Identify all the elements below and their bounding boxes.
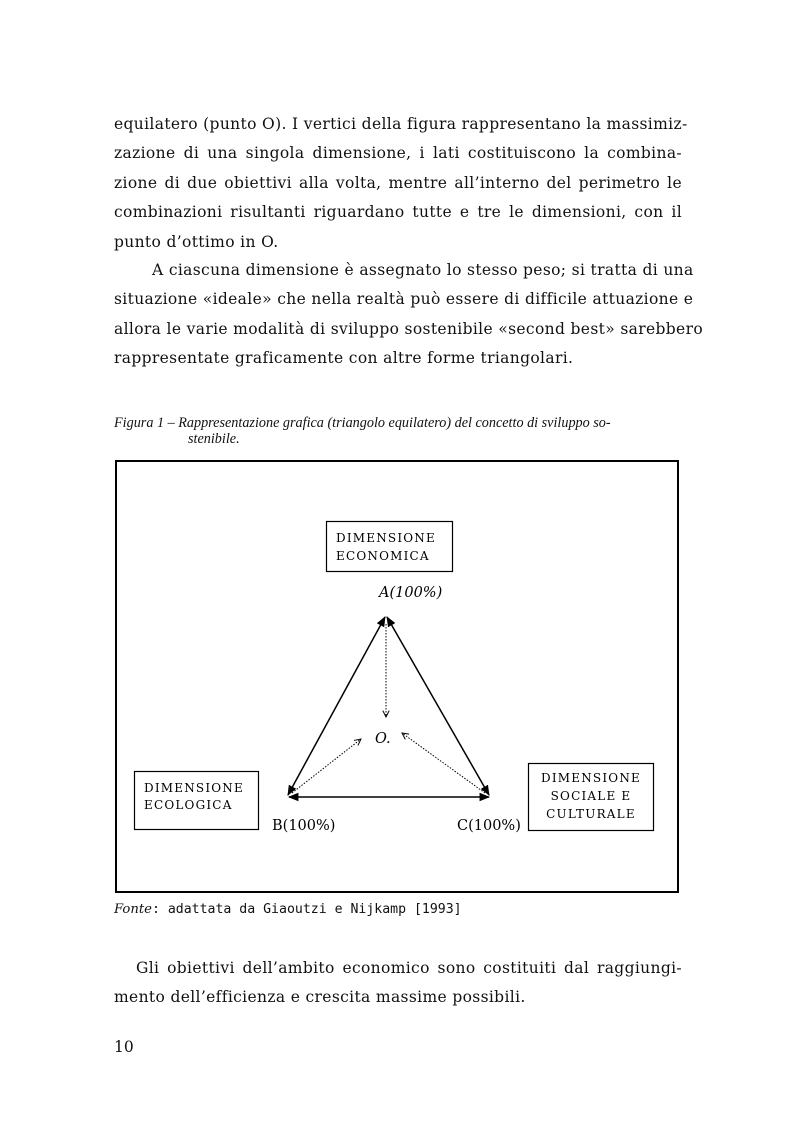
intro-line-4: combinazioni risultanti riguardano tutte e tre le dimensioni, con il xyxy=(114,203,682,222)
intro-line-1: equilatero (punto O). I vertici della figura rappresentano la massimiz- xyxy=(114,115,688,133)
figure-source xyxy=(114,902,462,917)
page-number: 10 xyxy=(114,1038,134,1056)
source-label: Fonte xyxy=(114,902,152,917)
dotted-arrow-b-to-o xyxy=(292,739,361,793)
second-line-2: situazione «ideale» che nella realtà può essere di difficile attuazione e xyxy=(114,290,694,309)
second-line-1: A ciascuna dimensione è assegnato lo stesso peso; si tratta di una xyxy=(152,261,694,279)
box-ecologica-line-1: DIMENSIONE xyxy=(144,781,244,795)
second-paragraph xyxy=(114,256,704,374)
side-ac-arrow xyxy=(387,617,489,795)
triangle-diagram xyxy=(117,462,677,891)
caption-line-1: Figura 1 – Rappresentazione grafica (triangolo equilatero) del concetto di sviluppo so- xyxy=(114,415,611,431)
source-text: : adattata da Giaoutzi e Nijkamp [1993] xyxy=(151,902,462,917)
side-ab-arrow xyxy=(288,617,385,795)
figure-caption xyxy=(114,415,682,447)
box-ecologica-line-2: ECOLOGICA xyxy=(144,798,233,812)
box-dimensione-economica xyxy=(327,522,453,572)
intro-line-3: zione di due obiettivi alla volta, mentre all’interno del perimetro le xyxy=(114,173,682,192)
box-sociale-line-2: SOCIALE E xyxy=(550,789,632,803)
box-economica-line-2: ECONOMICA xyxy=(336,549,430,563)
closing-line-1: Gli obiettivi dell’ambito economico sono costituiti dal raggiungi- xyxy=(136,959,682,977)
intro-paragraph xyxy=(114,110,688,257)
caption-line-2: stenibile. xyxy=(188,431,240,447)
figure-frame xyxy=(115,460,679,893)
second-line-3: allora le varie modalità di sviluppo sostenibile «second best» sarebbero xyxy=(114,319,704,338)
vertex-label-b: B(100%) xyxy=(272,818,336,834)
closing-line-2: mento dell’efficienza e crescita massime possibili. xyxy=(114,988,526,1007)
box-economica-line-1: DIMENSIONE xyxy=(336,531,436,545)
box-sociale-line-3: CULTURALE xyxy=(546,807,636,821)
center-label-o: O. xyxy=(375,731,391,747)
second-line-4: rappresentate graficamente con altre forme triangolari. xyxy=(114,349,574,368)
intro-line-2: zazione di una singola dimensione, i lati costituiscono la combina- xyxy=(114,144,682,163)
box-sociale-line-1: DIMENSIONE xyxy=(541,771,641,785)
intro-line-5: punto d’ottimo in O. xyxy=(114,232,279,251)
closing-paragraph xyxy=(114,954,682,1013)
dotted-arrow-c-to-o xyxy=(402,733,485,793)
vertex-label-c: C(100%) xyxy=(457,818,521,834)
vertex-label-a: A(100%) xyxy=(379,585,443,601)
